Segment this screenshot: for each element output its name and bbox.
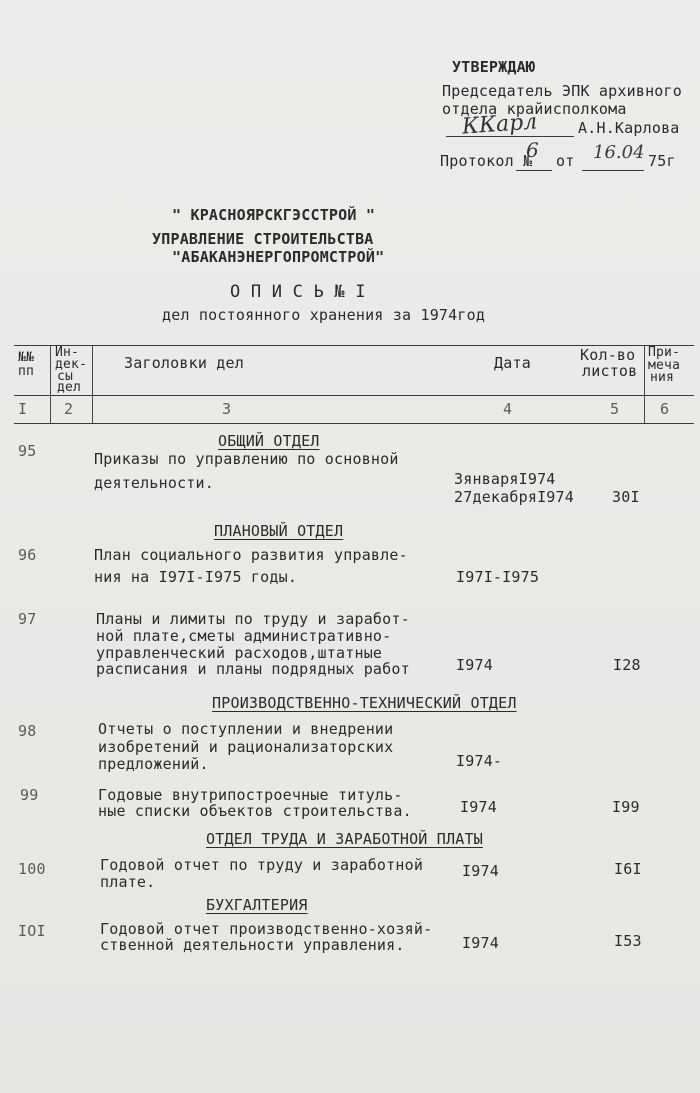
entry-98-line-3: предложений. (98, 755, 209, 773)
header-count-b: листов (582, 362, 638, 380)
entry-number-97: 97 (18, 610, 37, 628)
entry-95-date-end: 27декабряI974 (454, 488, 574, 506)
document-subtitle: дел постоянного хранения за 1974год (162, 306, 486, 324)
section-heading-planning: ПЛАНОВЫЙ ОТДЕЛ (214, 522, 344, 540)
header-number-a: №№ (18, 350, 35, 365)
entry-97-line-1: Планы и лимиты по труду и заработ- (96, 610, 410, 628)
section-heading-production: ПРОИЗВОДСТВЕННО-ТЕХНИЧЕСКИЙ ОТДЕЛ (212, 694, 517, 712)
protocol-date: 16.04 (593, 142, 645, 163)
entry-99-date: I974 (460, 798, 497, 816)
table-header-divider (14, 395, 694, 396)
document-title: О П И С Ь № I (230, 282, 366, 302)
header-note-a: При- (648, 345, 681, 360)
organization-name: "АБАКАНЭНЕРГОПРОМСТРОЙ" (172, 248, 385, 266)
approval-title: УТВЕРЖДАЮ (452, 58, 536, 76)
entry-99-line-2: ные списки объектов строительства. (98, 802, 412, 820)
trust-name: " КРАСНОЯРСКГЭССТРОЙ " (172, 206, 376, 224)
entry-98-line-2: изобретений и рационализаторских (98, 738, 394, 756)
signature-line (446, 136, 574, 137)
entry-97-date: I974 (456, 656, 493, 674)
entry-99-sheet-count: I99 (612, 798, 640, 816)
header-count-a: Кол-во (580, 346, 636, 364)
entry-97-line-4: расписания и планы подрядных работ (96, 660, 410, 678)
entry-98-date: I974- (456, 752, 503, 770)
protocol-number-line (516, 170, 552, 171)
col-number-1: I (18, 400, 28, 418)
header-index-c: сы (57, 369, 74, 384)
protocol-year: 75г (648, 152, 676, 170)
entry-95-line-1: Приказы по управлению по основной (94, 450, 399, 468)
entry-number-99: 99 (20, 786, 39, 804)
entry-96-line-1: План социального развития управле- (94, 546, 408, 564)
section-heading-accounting: БУХГАЛТЕРИЯ (206, 896, 308, 914)
entry-number-101: IOI (18, 922, 46, 940)
col-number-2: 2 (64, 400, 74, 418)
approval-line-1: Председатель ЭПК архивного (442, 82, 682, 100)
department-name: УПРАВЛЕНИЕ СТРОИТЕЛЬСТВА (152, 230, 374, 248)
col-divider-5 (644, 345, 645, 423)
entry-96-line-2: ния на I97I-I975 годы. (94, 568, 298, 586)
entry-100-date: I974 (462, 862, 499, 880)
signer-name: А.Н.Карлова (578, 119, 680, 137)
entry-101-line-1: Годовой отчет производственно-хозяй- (100, 920, 433, 938)
entry-95-line-2: деятельности. (94, 474, 214, 492)
entry-100-sheet-count: I6I (614, 860, 642, 878)
entry-97-sheet-count: I28 (613, 656, 641, 674)
entry-95-date-start: 3январяI974 (454, 470, 556, 488)
date-label: от (556, 152, 575, 170)
col-divider-2 (92, 345, 93, 423)
section-heading-general: ОБЩИЙ ОТДЕЛ (218, 432, 320, 450)
section-heading-labor: ОТДЕЛ ТРУДА И ЗАРАБОТНОЙ ПЛАТЫ (206, 830, 483, 848)
entry-97-line-2: ной плате,сметы административно- (96, 627, 392, 645)
col-divider-1 (50, 345, 51, 423)
entry-number-95: 95 (18, 442, 37, 460)
header-note-b: меча (648, 358, 681, 373)
header-index-b: дек- (55, 357, 88, 372)
entry-101-line-2: ственной деятельности управления. (100, 936, 405, 954)
entry-95-sheet-count: 30I (612, 488, 640, 506)
table-number-row-divider (14, 423, 694, 424)
entry-number-98: 98 (18, 722, 37, 740)
protocol-date-line (582, 170, 644, 171)
col-number-3: 3 (222, 400, 232, 418)
header-index-d: дел (57, 380, 82, 395)
entry-101-sheet-count: I53 (614, 932, 642, 950)
entry-number-96: 96 (18, 546, 37, 564)
col-number-4: 4 (503, 400, 513, 418)
header-number-b: пп (18, 364, 35, 379)
handwritten-signature: ККарл (461, 109, 539, 140)
entry-98-line-1: Отчеты о поступлении и внедрении (98, 720, 394, 738)
protocol-number: 6 (526, 138, 539, 162)
approval-line-2: отдела крайисполкома (442, 100, 627, 118)
header-note-c: ния (650, 370, 675, 385)
entry-96-date: I97I-I975 (456, 568, 540, 586)
entry-101-date: I974 (462, 934, 499, 952)
header-titles: Заголовки дел (124, 354, 244, 372)
entry-97-line-3: управленческий расходов,штатные (96, 644, 383, 662)
col-number-6: 6 (660, 400, 670, 418)
entry-99-line-1: Годовые внутрипостроечные титуль- (98, 786, 403, 804)
protocol-label: Протокол № (440, 152, 533, 170)
entry-100-line-1: Годовой отчет по труду и заработной (100, 856, 424, 874)
entry-100-line-2: плате. (100, 873, 156, 891)
header-index-a: Ин- (55, 345, 80, 360)
header-date: Дата (494, 354, 531, 372)
entry-number-100: 100 (18, 860, 46, 878)
col-number-5: 5 (610, 400, 620, 418)
